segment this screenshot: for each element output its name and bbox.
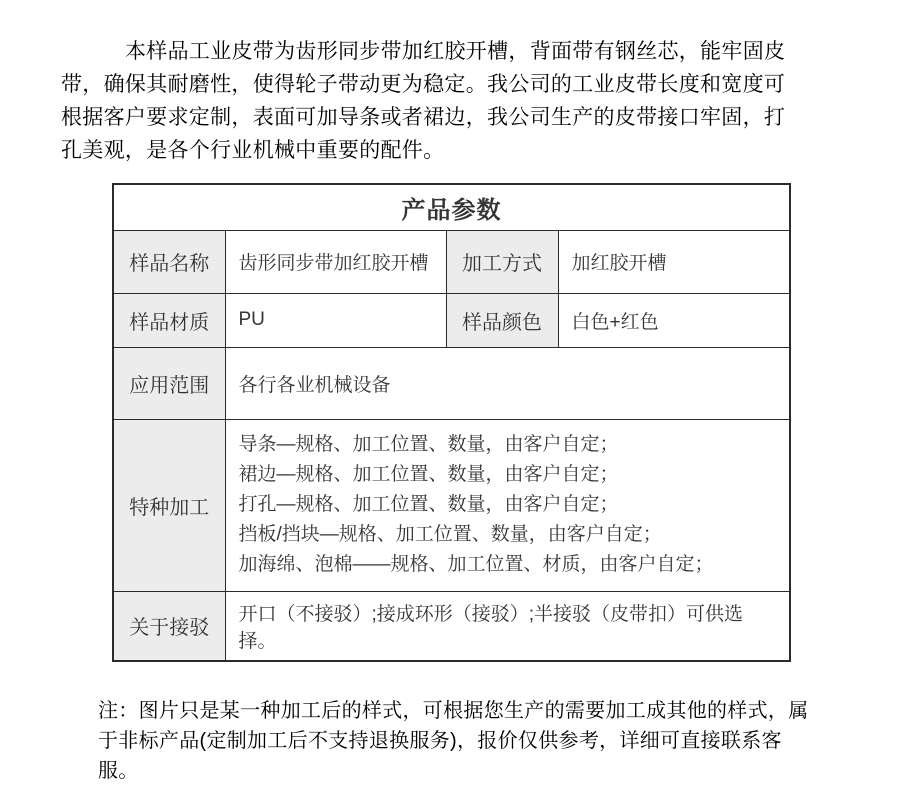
param-value-processing-method: 加红胶开槽 xyxy=(558,230,790,293)
param-label-sample-name: 样品名称 xyxy=(113,230,225,293)
table-row-joint xyxy=(113,591,790,661)
special-processing-line: 裙边—规格、加工位置、数量，由客户自定； xyxy=(238,464,619,485)
param-label-application-scope: 应用范围 xyxy=(113,347,225,419)
param-label-sample-color: 样品颜色 xyxy=(446,293,558,347)
special-processing-line: 打孔—规格、加工位置、数量，由客户自定； xyxy=(238,494,619,515)
bottom-note: 注：图片只是某一种加工后的样式，可根据您生产的需要加工成其他的样式，属于非标产品(定制加工后不支持退换服务)，报价仅供参考，详细可直接联系客服。 xyxy=(98,700,809,782)
param-value-application-scope: 各行各业机械设备 xyxy=(225,347,790,419)
intro-paragraph: 本样品工业皮带为齿形同步带加红胶开槽，背面带有钢丝芯，能牢固皮带，确保其耐磨性，使得轮子带动更为稳定。我公司的工业皮带长度和宽度可根据客户要求定制，表面可加导条或者裙边，我公司生产的皮带接口牢固，打孔美观，是各个行业机械中重要的配件。 xyxy=(61,40,786,162)
table-row-application xyxy=(113,347,790,419)
param-label-special-processing: 特种加工 xyxy=(113,419,225,591)
param-value-joint: 开口（不接驳）;接成环形（接驳）;半接驳（皮带扣）可供选择。 xyxy=(225,591,790,661)
table-row-name xyxy=(113,230,790,293)
param-value-special-processing xyxy=(225,419,790,591)
param-label-joint: 关于接驳 xyxy=(113,591,225,661)
param-value-sample-name: 齿形同步带加红胶开槽 xyxy=(225,230,446,293)
table-row-material xyxy=(113,293,790,347)
param-value-sample-material: PU xyxy=(225,293,446,347)
param-label-sample-material: 样品材质 xyxy=(113,293,225,347)
special-processing-line: 导条—规格、加工位置、数量，由客户自定； xyxy=(238,434,619,455)
table-row-special-processing xyxy=(113,419,790,591)
table-title-row xyxy=(113,184,790,230)
table-title: 产品参数 xyxy=(113,184,790,230)
special-processing-line: 挡板/挡块—规格、加工位置、数量，由客户自定； xyxy=(238,524,662,545)
param-label-processing-method: 加工方式 xyxy=(446,230,558,293)
special-processing-line: 加海绵、泡棉——规格、加工位置、材质，由客户自定； xyxy=(238,554,714,575)
param-value-sample-color: 白色+红色 xyxy=(558,293,790,347)
product-params-table xyxy=(112,183,791,662)
